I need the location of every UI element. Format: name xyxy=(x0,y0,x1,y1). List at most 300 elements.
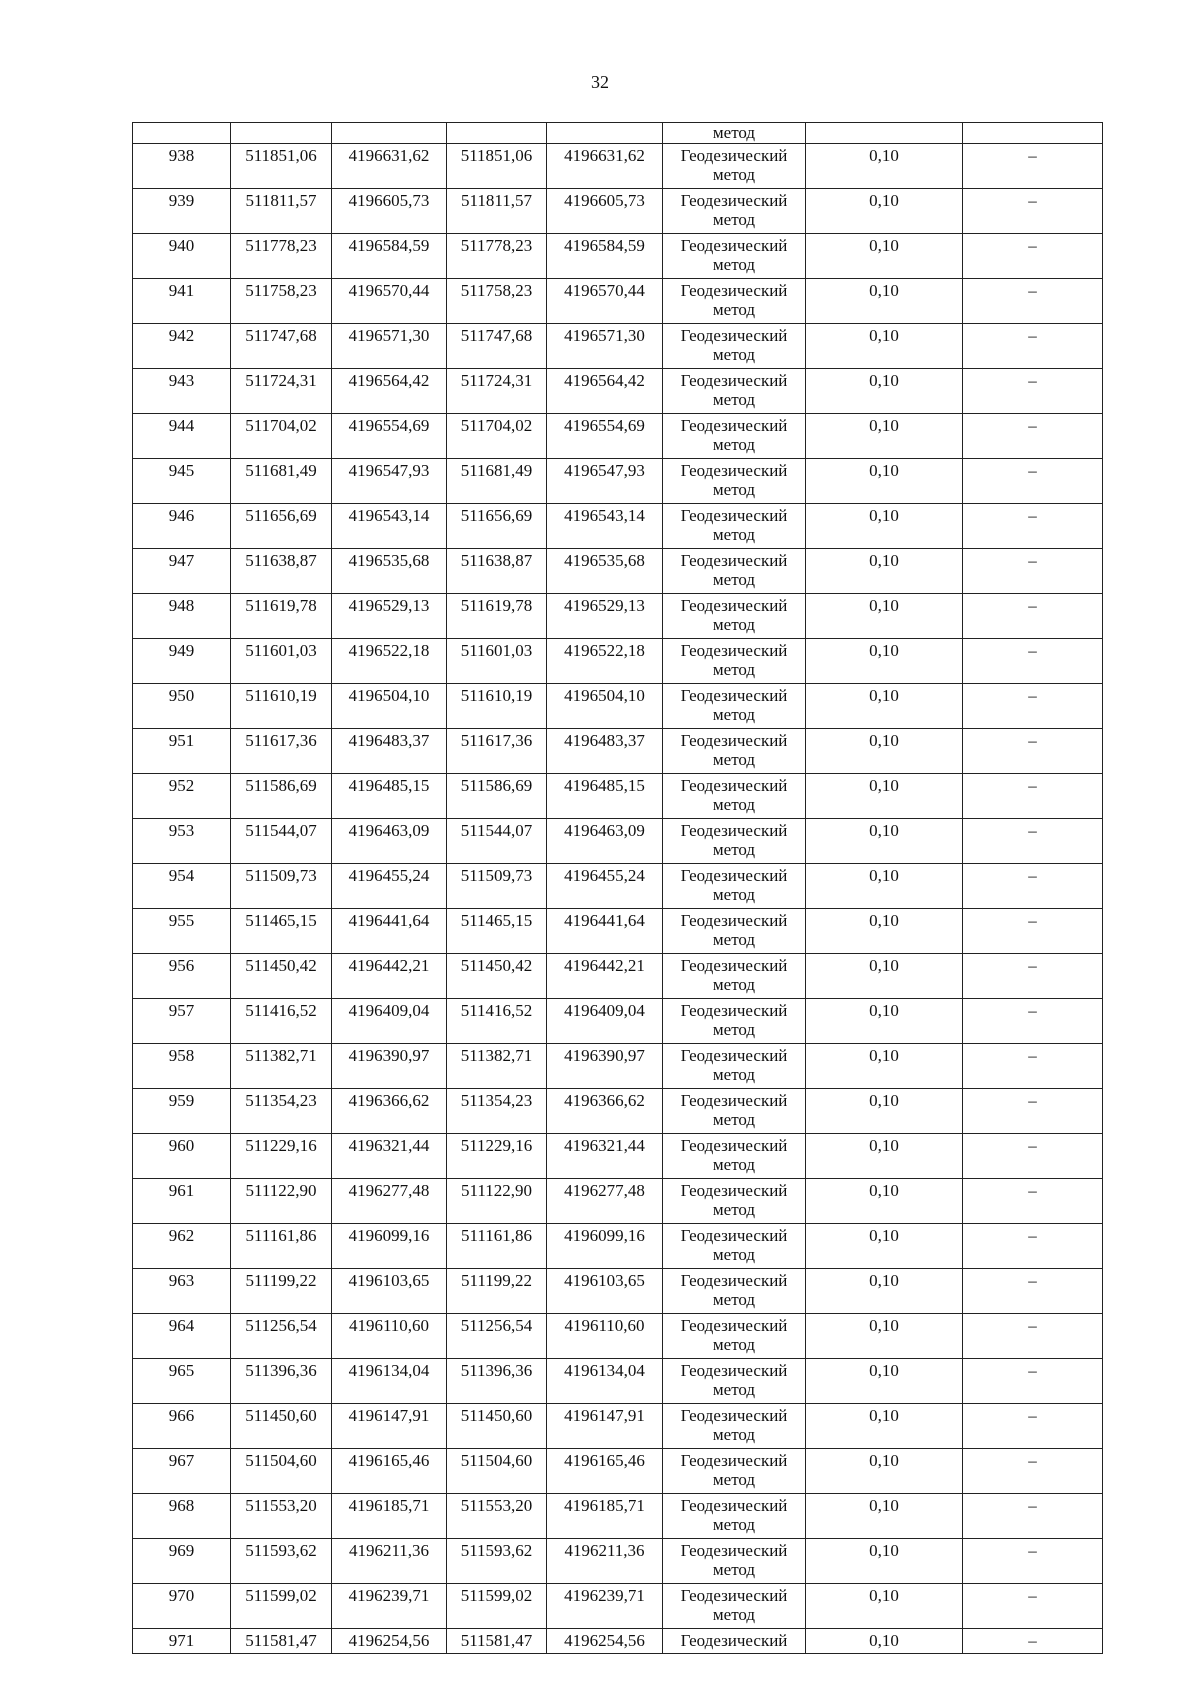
x-new-cell: 511581,47 xyxy=(447,1629,547,1654)
note-cell: – xyxy=(963,999,1103,1044)
method-cell xyxy=(663,1494,806,1539)
method-word: метод xyxy=(712,525,756,544)
accuracy-cell: 0,10 xyxy=(806,1494,963,1539)
y-new-cell: 4196522,18 xyxy=(547,639,663,684)
table-row xyxy=(133,1584,1103,1629)
method-word: метод xyxy=(712,1380,756,1399)
x-new-cell: 511617,36 xyxy=(447,729,547,774)
point-number-cell: 961 xyxy=(133,1179,231,1224)
table-row xyxy=(133,909,1103,954)
y-existing-cell: 4196165,46 xyxy=(332,1449,447,1494)
method-label: Геодезический xyxy=(680,506,788,525)
y-existing-cell: 4196522,18 xyxy=(332,639,447,684)
note-cell: – xyxy=(963,864,1103,909)
table-row xyxy=(133,1224,1103,1269)
point-number-cell: 966 xyxy=(133,1404,231,1449)
y-existing-cell: 4196571,30 xyxy=(332,324,447,369)
method-word: метод xyxy=(712,165,756,184)
method-cell xyxy=(663,954,806,999)
note-cell: – xyxy=(963,1449,1103,1494)
accuracy-cell: 0,10 xyxy=(806,1314,963,1359)
method-label: Геодезический xyxy=(680,1316,788,1335)
y-new-cell: 4196165,46 xyxy=(547,1449,663,1494)
accuracy-cell: 0,10 xyxy=(806,1044,963,1089)
point-number-cell: 958 xyxy=(133,1044,231,1089)
method-label: Геодезический xyxy=(680,191,788,210)
x-existing-cell: 511593,62 xyxy=(231,1539,332,1584)
table-cell xyxy=(447,123,547,144)
y-existing-cell: 4196239,71 xyxy=(332,1584,447,1629)
accuracy-cell: 0,10 xyxy=(806,1179,963,1224)
method-label: Геодезический xyxy=(680,1136,788,1155)
point-number-cell: 949 xyxy=(133,639,231,684)
method-label: Геодезический xyxy=(680,1046,788,1065)
method-word: метод xyxy=(712,885,756,904)
point-number-cell: 950 xyxy=(133,684,231,729)
y-existing-cell: 4196099,16 xyxy=(332,1224,447,1269)
x-new-cell: 511610,19 xyxy=(447,684,547,729)
x-existing-cell: 511851,06 xyxy=(231,144,332,189)
table-row xyxy=(133,189,1103,234)
y-new-cell: 4196147,91 xyxy=(547,1404,663,1449)
method-cell xyxy=(663,1539,806,1584)
method-cell xyxy=(663,234,806,279)
point-number-cell: 951 xyxy=(133,729,231,774)
y-existing-cell: 4196564,42 xyxy=(332,369,447,414)
y-existing-cell: 4196409,04 xyxy=(332,999,447,1044)
point-number-cell: 954 xyxy=(133,864,231,909)
method-label: Геодезический xyxy=(680,461,788,480)
point-number-cell: 938 xyxy=(133,144,231,189)
method-label: Геодезический xyxy=(680,281,788,300)
accuracy-cell: 0,10 xyxy=(806,954,963,999)
coordinates-table-wrapper xyxy=(132,122,1102,1654)
table-row xyxy=(133,324,1103,369)
y-existing-cell: 4196277,48 xyxy=(332,1179,447,1224)
table-row xyxy=(133,144,1103,189)
x-existing-cell: 511747,68 xyxy=(231,324,332,369)
y-new-cell: 4196631,62 xyxy=(547,144,663,189)
method-cell xyxy=(663,1224,806,1269)
accuracy-cell: 0,10 xyxy=(806,909,963,954)
table-row xyxy=(133,459,1103,504)
method-label: Геодезический xyxy=(680,1541,788,1560)
method-label: Геодезический xyxy=(680,326,788,345)
point-number-cell: 969 xyxy=(133,1539,231,1584)
x-new-cell: 511161,86 xyxy=(447,1224,547,1269)
method-label: Геодезический xyxy=(680,1001,788,1020)
note-cell: – xyxy=(963,819,1103,864)
method-label: Геодезический xyxy=(680,866,788,885)
y-new-cell: 4196529,13 xyxy=(547,594,663,639)
y-existing-cell: 4196483,37 xyxy=(332,729,447,774)
x-existing-cell: 511610,19 xyxy=(231,684,332,729)
x-existing-cell: 511509,73 xyxy=(231,864,332,909)
x-existing-cell: 511504,60 xyxy=(231,1449,332,1494)
x-new-cell: 511450,60 xyxy=(447,1404,547,1449)
y-new-cell: 4196535,68 xyxy=(547,549,663,594)
table-row xyxy=(133,1269,1103,1314)
y-existing-cell: 4196441,64 xyxy=(332,909,447,954)
y-existing-cell: 4196529,13 xyxy=(332,594,447,639)
method-cell xyxy=(663,369,806,414)
x-existing-cell: 511617,36 xyxy=(231,729,332,774)
accuracy-cell: 0,10 xyxy=(806,1404,963,1449)
x-new-cell: 511778,23 xyxy=(447,234,547,279)
accuracy-cell: 0,10 xyxy=(806,144,963,189)
x-existing-cell: 511354,23 xyxy=(231,1089,332,1134)
note-cell: – xyxy=(963,909,1103,954)
y-existing-cell: 4196134,04 xyxy=(332,1359,447,1404)
method-word: метод xyxy=(712,1020,756,1039)
method-cell xyxy=(663,1449,806,1494)
accuracy-cell: 0,10 xyxy=(806,999,963,1044)
method-word: метод xyxy=(712,750,756,769)
method-label: Геодезический xyxy=(680,1631,788,1650)
note-cell: – xyxy=(963,234,1103,279)
point-number-cell: 944 xyxy=(133,414,231,459)
method-cell xyxy=(663,459,806,504)
note-cell: – xyxy=(963,369,1103,414)
accuracy-cell: 0,10 xyxy=(806,1269,963,1314)
y-existing-cell: 4196442,21 xyxy=(332,954,447,999)
table-row xyxy=(133,1044,1103,1089)
y-new-cell: 4196185,71 xyxy=(547,1494,663,1539)
x-new-cell: 511619,78 xyxy=(447,594,547,639)
x-new-cell: 511416,52 xyxy=(447,999,547,1044)
y-existing-cell: 4196366,62 xyxy=(332,1089,447,1134)
x-new-cell: 511256,54 xyxy=(447,1314,547,1359)
x-new-cell: 511586,69 xyxy=(447,774,547,819)
x-existing-cell: 511811,57 xyxy=(231,189,332,234)
x-new-cell: 511681,49 xyxy=(447,459,547,504)
method-label: Геодезический xyxy=(680,1091,788,1110)
method-word: метод xyxy=(712,1425,756,1444)
point-number-cell: 963 xyxy=(133,1269,231,1314)
accuracy-cell: 0,10 xyxy=(806,774,963,819)
table-row xyxy=(133,594,1103,639)
accuracy-cell: 0,10 xyxy=(806,549,963,594)
table-row xyxy=(133,1089,1103,1134)
accuracy-cell: 0,10 xyxy=(806,459,963,504)
x-existing-cell: 511450,60 xyxy=(231,1404,332,1449)
method-label: Геодезический xyxy=(680,1496,788,1515)
method-cell xyxy=(663,414,806,459)
note-cell: – xyxy=(963,1359,1103,1404)
point-number-cell: 960 xyxy=(133,1134,231,1179)
point-number-cell: 956 xyxy=(133,954,231,999)
x-new-cell: 511747,68 xyxy=(447,324,547,369)
method-cell xyxy=(663,1629,806,1654)
method-cell xyxy=(663,1089,806,1134)
y-existing-cell: 4196321,44 xyxy=(332,1134,447,1179)
table-row xyxy=(133,504,1103,549)
method-cell xyxy=(663,1179,806,1224)
method-label: Геодезический xyxy=(680,821,788,840)
point-number-cell: 965 xyxy=(133,1359,231,1404)
note-cell: – xyxy=(963,459,1103,504)
method-word: метод xyxy=(712,1515,756,1534)
table-row xyxy=(133,729,1103,774)
method-word: метод xyxy=(712,1335,756,1354)
x-existing-cell: 511122,90 xyxy=(231,1179,332,1224)
y-existing-cell: 4196570,44 xyxy=(332,279,447,324)
point-number-cell: 947 xyxy=(133,549,231,594)
note-cell: – xyxy=(963,1044,1103,1089)
accuracy-cell: 0,10 xyxy=(806,369,963,414)
accuracy-cell: 0,10 xyxy=(806,504,963,549)
method-word: метод xyxy=(712,615,756,634)
table-row xyxy=(133,999,1103,1044)
note-cell: – xyxy=(963,954,1103,999)
method-cell xyxy=(663,1359,806,1404)
method-word: метод xyxy=(712,1065,756,1084)
method-label: Геодезический xyxy=(680,911,788,930)
y-existing-cell: 4196254,56 xyxy=(332,1629,447,1654)
accuracy-cell: 0,10 xyxy=(806,1449,963,1494)
note-cell: – xyxy=(963,189,1103,234)
y-existing-cell: 4196547,93 xyxy=(332,459,447,504)
x-existing-cell: 511382,71 xyxy=(231,1044,332,1089)
method-word: метод xyxy=(712,840,756,859)
y-new-cell: 4196321,44 xyxy=(547,1134,663,1179)
accuracy-cell: 0,10 xyxy=(806,1224,963,1269)
table-row xyxy=(133,414,1103,459)
method-word: метод xyxy=(712,1245,756,1264)
note-cell: – xyxy=(963,1584,1103,1629)
method-word: метод xyxy=(712,255,756,274)
note-cell: – xyxy=(963,1494,1103,1539)
table-row xyxy=(133,954,1103,999)
method-word: метод xyxy=(712,435,756,454)
point-number-cell: 946 xyxy=(133,504,231,549)
accuracy-cell: 0,10 xyxy=(806,1539,963,1584)
y-new-cell: 4196103,65 xyxy=(547,1269,663,1314)
x-new-cell: 511758,23 xyxy=(447,279,547,324)
point-number-cell: 940 xyxy=(133,234,231,279)
table-cell xyxy=(332,123,447,144)
table-row xyxy=(133,1314,1103,1359)
x-new-cell: 511509,73 xyxy=(447,864,547,909)
accuracy-cell: 0,10 xyxy=(806,279,963,324)
y-new-cell: 4196463,09 xyxy=(547,819,663,864)
method-word: метод xyxy=(712,345,756,364)
x-existing-cell: 511256,54 xyxy=(231,1314,332,1359)
table-row xyxy=(133,639,1103,684)
table-cell xyxy=(547,123,663,144)
table-row xyxy=(133,864,1103,909)
method-label: Геодезический xyxy=(680,731,788,750)
x-existing-cell: 511704,02 xyxy=(231,414,332,459)
method-label: Геодезический xyxy=(680,416,788,435)
point-number-cell: 939 xyxy=(133,189,231,234)
accuracy-cell: 0,10 xyxy=(806,1134,963,1179)
method-word: метод xyxy=(712,975,756,994)
y-new-cell: 4196211,36 xyxy=(547,1539,663,1584)
point-number-cell: 945 xyxy=(133,459,231,504)
y-new-cell: 4196485,15 xyxy=(547,774,663,819)
y-existing-cell: 4196504,10 xyxy=(332,684,447,729)
point-number-cell: 964 xyxy=(133,1314,231,1359)
y-new-cell: 4196570,44 xyxy=(547,279,663,324)
method-cell xyxy=(663,504,806,549)
table-row xyxy=(133,1179,1103,1224)
x-existing-cell: 511724,31 xyxy=(231,369,332,414)
x-existing-cell: 511161,86 xyxy=(231,1224,332,1269)
method-cell xyxy=(663,549,806,594)
method-label: Геодезический xyxy=(680,1451,788,1470)
note-cell: – xyxy=(963,1134,1103,1179)
table-row xyxy=(133,1134,1103,1179)
x-existing-cell: 511656,69 xyxy=(231,504,332,549)
accuracy-cell: 0,10 xyxy=(806,189,963,234)
method-word: метод xyxy=(712,570,756,589)
method-label: Геодезический xyxy=(680,1226,788,1245)
method-cell xyxy=(663,189,806,234)
note-cell: – xyxy=(963,1179,1103,1224)
x-existing-cell: 511229,16 xyxy=(231,1134,332,1179)
accuracy-cell: 0,10 xyxy=(806,324,963,369)
table-row xyxy=(133,774,1103,819)
method-label: Геодезический xyxy=(680,641,788,660)
y-new-cell: 4196605,73 xyxy=(547,189,663,234)
accuracy-cell: 0,10 xyxy=(806,1584,963,1629)
method-cell: метод xyxy=(663,123,806,144)
note-cell: – xyxy=(963,1404,1103,1449)
method-cell xyxy=(663,729,806,774)
x-new-cell: 511382,71 xyxy=(447,1044,547,1089)
y-existing-cell: 4196631,62 xyxy=(332,144,447,189)
method-cell xyxy=(663,819,806,864)
method-cell xyxy=(663,864,806,909)
point-number-cell: 955 xyxy=(133,909,231,954)
x-new-cell: 511199,22 xyxy=(447,1269,547,1314)
y-new-cell: 4196564,42 xyxy=(547,369,663,414)
y-new-cell: 4196584,59 xyxy=(547,234,663,279)
method-word: метод xyxy=(712,1560,756,1579)
table-row xyxy=(133,1404,1103,1449)
table-cell xyxy=(133,123,231,144)
accuracy-cell: 0,10 xyxy=(806,639,963,684)
x-new-cell: 511553,20 xyxy=(447,1494,547,1539)
method-cell xyxy=(663,684,806,729)
y-new-cell: 4196254,56 xyxy=(547,1629,663,1654)
method-word: метод xyxy=(712,480,756,499)
x-new-cell: 511544,07 xyxy=(447,819,547,864)
method-word: метод xyxy=(712,795,756,814)
y-existing-cell: 4196211,36 xyxy=(332,1539,447,1584)
accuracy-cell: 0,10 xyxy=(806,1359,963,1404)
y-new-cell: 4196110,60 xyxy=(547,1314,663,1359)
x-new-cell: 511122,90 xyxy=(447,1179,547,1224)
page-number: 32 xyxy=(591,72,609,92)
method-label: Геодезический xyxy=(680,551,788,570)
y-new-cell: 4196277,48 xyxy=(547,1179,663,1224)
table-row xyxy=(133,1539,1103,1584)
y-existing-cell: 4196103,65 xyxy=(332,1269,447,1314)
y-existing-cell: 4196110,60 xyxy=(332,1314,447,1359)
point-number-cell: 941 xyxy=(133,279,231,324)
y-existing-cell: 4196455,24 xyxy=(332,864,447,909)
y-existing-cell: 4196463,09 xyxy=(332,819,447,864)
note-cell: – xyxy=(963,144,1103,189)
y-new-cell: 4196547,93 xyxy=(547,459,663,504)
x-new-cell: 511599,02 xyxy=(447,1584,547,1629)
point-number-cell: 942 xyxy=(133,324,231,369)
point-number-cell: 967 xyxy=(133,1449,231,1494)
y-existing-cell: 4196554,69 xyxy=(332,414,447,459)
y-existing-cell: 4196147,91 xyxy=(332,1404,447,1449)
y-existing-cell: 4196390,97 xyxy=(332,1044,447,1089)
method-cell xyxy=(663,1584,806,1629)
method-label: Геодезический xyxy=(680,1361,788,1380)
x-existing-cell: 511199,22 xyxy=(231,1269,332,1314)
x-new-cell: 511450,42 xyxy=(447,954,547,999)
y-existing-cell: 4196485,15 xyxy=(332,774,447,819)
note-cell: – xyxy=(963,549,1103,594)
note-cell: – xyxy=(963,774,1103,819)
method-cell xyxy=(663,909,806,954)
method-label: Геодезический xyxy=(680,236,788,255)
x-existing-cell: 511619,78 xyxy=(231,594,332,639)
method-label: Геодезический xyxy=(680,956,788,975)
accuracy-cell: 0,10 xyxy=(806,729,963,774)
point-number-cell: 959 xyxy=(133,1089,231,1134)
accuracy-cell: 0,10 xyxy=(806,594,963,639)
table-row xyxy=(133,1494,1103,1539)
y-new-cell: 4196099,16 xyxy=(547,1224,663,1269)
x-existing-cell: 511450,42 xyxy=(231,954,332,999)
note-cell: – xyxy=(963,504,1103,549)
x-new-cell: 511704,02 xyxy=(447,414,547,459)
x-existing-cell: 511465,15 xyxy=(231,909,332,954)
y-existing-cell: 4196535,68 xyxy=(332,549,447,594)
method-word: метод xyxy=(712,300,756,319)
x-new-cell: 511656,69 xyxy=(447,504,547,549)
method-cell xyxy=(663,639,806,684)
x-existing-cell: 511758,23 xyxy=(231,279,332,324)
table-row xyxy=(133,1629,1103,1654)
x-existing-cell: 511396,36 xyxy=(231,1359,332,1404)
x-existing-cell: 511599,02 xyxy=(231,1584,332,1629)
y-existing-cell: 4196605,73 xyxy=(332,189,447,234)
note-cell: – xyxy=(963,639,1103,684)
point-number-cell: 962 xyxy=(133,1224,231,1269)
method-cell xyxy=(663,594,806,639)
table-row xyxy=(133,234,1103,279)
method-word: метод xyxy=(712,1470,756,1489)
x-new-cell: 511354,23 xyxy=(447,1089,547,1134)
point-number-cell: 948 xyxy=(133,594,231,639)
x-existing-cell: 511586,69 xyxy=(231,774,332,819)
y-new-cell: 4196239,71 xyxy=(547,1584,663,1629)
x-new-cell: 511851,06 xyxy=(447,144,547,189)
x-new-cell: 511811,57 xyxy=(447,189,547,234)
y-new-cell: 4196409,04 xyxy=(547,999,663,1044)
note-cell: – xyxy=(963,1269,1103,1314)
accuracy-cell: 0,10 xyxy=(806,1089,963,1134)
table-row xyxy=(133,369,1103,414)
accuracy-cell: 0,10 xyxy=(806,819,963,864)
note-cell: – xyxy=(963,1089,1103,1134)
method-word: метод xyxy=(712,1290,756,1309)
x-existing-cell: 511601,03 xyxy=(231,639,332,684)
method-word: метод xyxy=(712,390,756,409)
point-number-cell: 971 xyxy=(133,1629,231,1654)
table-row xyxy=(133,819,1103,864)
method-word: метод xyxy=(712,210,756,229)
y-new-cell: 4196366,62 xyxy=(547,1089,663,1134)
